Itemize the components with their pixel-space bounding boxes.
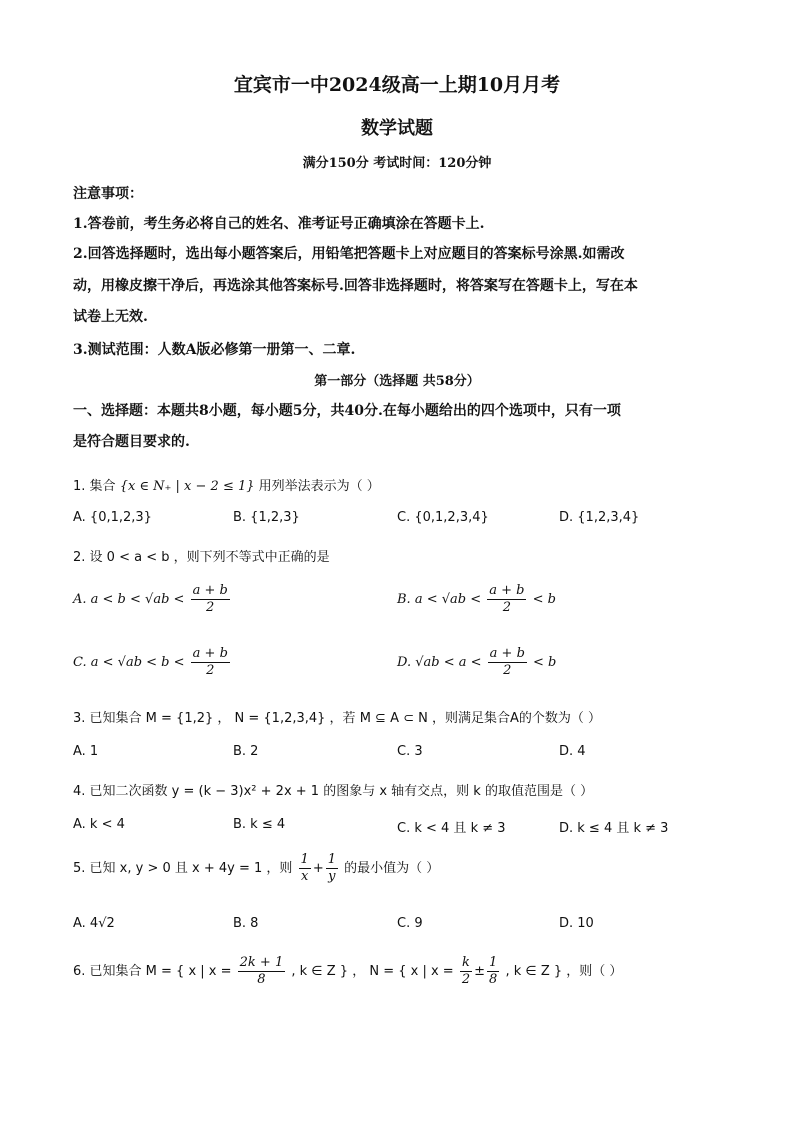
q5-option-a[interactable]: A. 4√2: [73, 916, 115, 931]
question-2-stem: 2. 设 0 < a < b ，则下列不等式中正确的是: [73, 550, 330, 565]
q2-d-fraction: $\frac{a + b}{2}$: [489, 646, 525, 678]
question-1-stem: [73, 475, 380, 494]
exam-subject: 数学试题: [361, 118, 433, 139]
q6-mid: , k ∈ Z } ， N = { x | x =: [291, 964, 454, 979]
q4-option-c[interactable]: C. k < 4 且 k ≠ 3: [397, 821, 506, 836]
note-3: 3.测试范围：人数A版必修第一册第一、二章.: [73, 342, 356, 358]
q1-option-b[interactable]: B. {1,2,3}: [233, 510, 300, 525]
note-2c: 试卷上无效.: [73, 309, 148, 325]
q2-c-expr: C. a < √ab < b <: [73, 655, 185, 670]
exam-title: 宜宾市一中2024级高一上期10月月考: [233, 74, 561, 96]
part1-instructions-b: 是符合题目要求的.: [73, 434, 190, 450]
q2-b-tail: < b: [532, 592, 556, 607]
question-3-stem: 3. 已知集合 M = {1,2} ， N = {1,2,3,4} ，若 M ⊆ A ⊂ N ，则满足集合A的个数为（ ）: [73, 711, 601, 726]
q2-d-expr: D. √ab < a <: [397, 655, 482, 670]
q2-option-c[interactable]: [73, 646, 232, 679]
q6-fraction-2: $\frac{k}{2}$: [461, 955, 471, 987]
q2-a-expr: A. a < b < √ab <: [73, 592, 185, 607]
q1-prefix: 1. 集合: [73, 479, 116, 494]
note-2a: 2.回答选择题时，选出每小题答案后，用铅笔把答题卡上对应题目的答案标号涂黑.如需改: [73, 246, 625, 262]
part1-instructions-a: 一、选择题：本题共8小题，每小题5分，共40分.在每小题给出的四个选项中，只有一项: [73, 403, 621, 419]
q5-post: 的最小值为（ ）: [344, 861, 440, 876]
q2-b-fraction: $\frac{a + b}{2}$: [489, 583, 525, 615]
exam-info: 满分150分 考试时间：120分钟: [302, 156, 492, 171]
notes-heading: 注意事项：: [73, 186, 143, 202]
note-2b: 动，用橡皮擦干净后，再选涂其他答案标号.回答非选择题时，将答案写在答题卡上，写在本: [73, 278, 638, 294]
q3-option-c[interactable]: C. 3: [397, 744, 423, 759]
q4-option-b[interactable]: B. k ≤ 4: [233, 817, 286, 832]
q5-fraction-1: $\frac{1}{x}$: [300, 852, 309, 884]
part1-title: 第一部分（选择题 共58分）: [314, 374, 480, 389]
q2-d-tail: < b: [533, 655, 557, 670]
question-5-stem: [73, 852, 439, 885]
q5-option-c[interactable]: C. 9: [397, 916, 423, 931]
q6-fraction-3: $\frac{1}{8}$: [489, 955, 498, 987]
note-1: 1.答卷前，考生务必将自己的姓名、准考证号正确填涂在答题卡上.: [73, 216, 485, 232]
q2-a-fraction: $\frac{a + b}{2}$: [192, 583, 228, 615]
q5-fraction-2: $\frac{1}{y}$: [327, 852, 336, 884]
q3-option-b[interactable]: B. 2: [233, 744, 259, 759]
question-4-stem: 4. 已知二次函数 y = (k − 3)x² + 2x + 1 的图象与 x 轴有交点，则 k 的取值范围是（ ）: [73, 784, 594, 799]
q5-option-b[interactable]: B. 8: [233, 916, 259, 931]
q5-plus: +: [312, 861, 324, 876]
q2-option-d[interactable]: [397, 646, 556, 679]
q5-option-d[interactable]: D. 10: [559, 916, 594, 931]
q3-option-a[interactable]: A. 1: [73, 744, 99, 759]
q1-set: {x ∈ N₊ | x − 2 ≤ 1}: [119, 479, 255, 494]
q1-option-a[interactable]: A. {0,1,2,3}: [73, 510, 152, 525]
q2-option-a[interactable]: [73, 583, 232, 616]
q2-b-expr: B. a < √ab <: [397, 592, 482, 607]
q6-pm: ±: [474, 964, 486, 979]
q1-suffix: 用列举法表示为（ ）: [258, 479, 380, 494]
q3-option-d[interactable]: D. 4: [559, 744, 586, 759]
q4-option-a[interactable]: A. k < 4: [73, 817, 125, 832]
q1-option-d[interactable]: D. {1,2,3,4}: [559, 510, 640, 525]
question-6-stem: [73, 955, 622, 988]
q2-option-b[interactable]: [397, 583, 556, 616]
q6-pre: 6. 已知集合 M = { x | x =: [73, 964, 232, 979]
q1-option-c[interactable]: C. {0,1,2,3,4}: [397, 510, 489, 525]
q4-option-d[interactable]: D. k ≤ 4 且 k ≠ 3: [559, 821, 669, 836]
q2-c-fraction: $\frac{a + b}{2}$: [192, 646, 228, 678]
q6-fraction-1: $\frac{2k + 1}{8}$: [239, 955, 284, 987]
q6-post: , k ∈ Z } ，则（ ）: [505, 964, 623, 979]
q5-pre: 5. 已知 x, y > 0 且 x + 4y = 1 ，则: [73, 861, 293, 876]
